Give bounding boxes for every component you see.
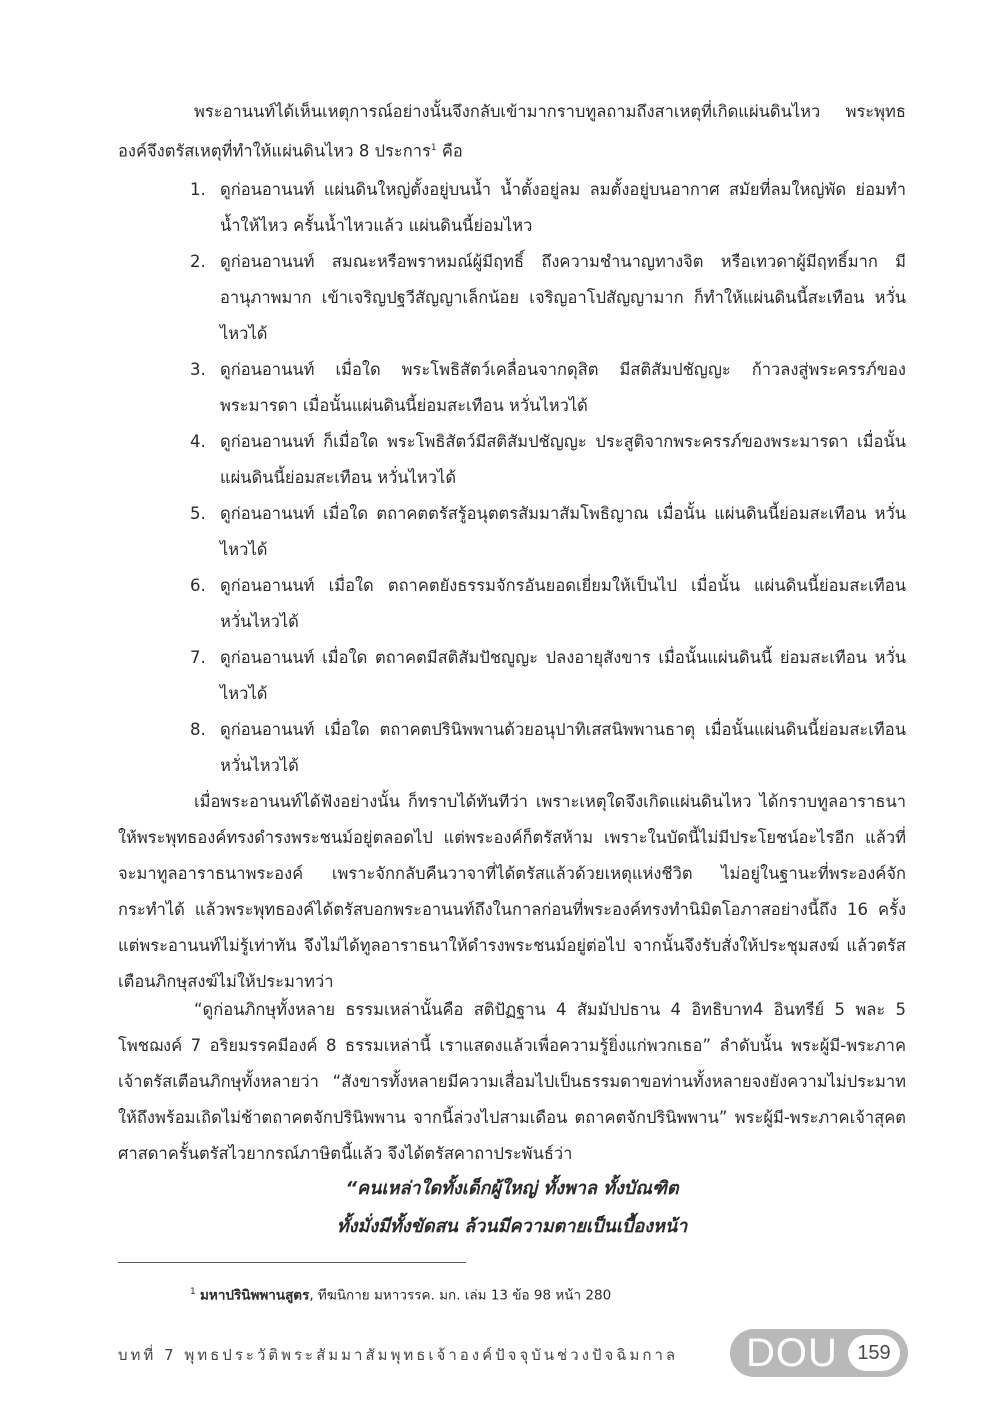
list-text: ดูก่อนอานนท์ เมื่อใด ตถาคตปรินิพพานด้วยอนุปาทิเสสนิพพานธาตุ เมื่อนั้นแผ่นดินนี้ย่อมสะเทือน หวั่นไหวได้ xyxy=(220,720,906,775)
list-text: ดูก่อนอานนท์ เมื่อใด ตถาคตยังธรรมจักรอันยอดเยี่ยมให้เป็นไป เมื่อนั้น แผ่นดินนี้ย่อมสะเทือน หวั่นไหวได้ xyxy=(220,576,906,631)
list-number: 3. xyxy=(190,360,206,379)
footnote xyxy=(190,1280,611,1308)
list-item xyxy=(190,352,906,424)
footnote-mark: 1 xyxy=(190,1287,196,1297)
list-text: ดูก่อนอานนท์ สมณะหรือพราหมณ์ผู้มีฤทธิ์ ถึงความชำนาญทางจิต หรือเทวดาผู้มีฤทธิ์มาก มีอานุภาพมาก เข้าเจริญปฐวีสัญญาเล็กน้อย เจริญอาโปสัญญามาก ก็ทำให้แผ่นดินนี้สะเทือน หวั่นไหวได้ xyxy=(220,252,906,343)
list-item xyxy=(190,712,906,784)
list-item xyxy=(190,244,906,352)
list-item xyxy=(190,568,906,640)
footnote-divider xyxy=(118,1262,466,1263)
list-number: 8. xyxy=(190,720,206,739)
list-text: ดูก่อนอานนท์ เมื่อใด ตถาคตตรัสรู้อนุตตรสัมมาสัมโพธิญาณ เมื่อนั้น แผ่นดินนี้ย่อมสะเทือน หวั่นไหวได้ xyxy=(220,504,906,559)
list-item xyxy=(190,172,906,244)
causes-list xyxy=(190,172,906,784)
footnote-citation: , ทีฆนิกาย มหาวรรค. มก. เล่ม 13 ข้อ 98 หน้า 280 xyxy=(309,1287,612,1304)
footnote-reference[interactable]: 1 xyxy=(430,143,437,153)
list-number: 7. xyxy=(190,648,206,667)
intro-tail: คือ xyxy=(436,141,463,161)
list-number: 4. xyxy=(190,432,206,451)
list-text: ดูก่อนอานนท์ ก็เมื่อใด พระโพธิสัตว์มีสติสัมปชัญญะ ประสูติจากพระครรภ์ของพระมารดา เมื่อนั้นแผ่นดินนี้ย่อมสะเทือน หวั่นไหวได้ xyxy=(220,432,906,487)
intro-text: พระอานนท์ได้เห็นเหตุการณ์อย่างนั้นจึงกลับเข้ามากราบทูลถามถึงสาเหตุที่เกิดแผ่นดินไหว พระพุทธองค์จึงตรัสเหตุที่ทำให้แผ่นดินไหว 8 ประการ xyxy=(118,102,906,161)
list-item xyxy=(190,496,906,568)
list-text: ดูก่อนอานนท์ เมื่อใด ตถาคตมีสติสัมปัชญูญะ ปลงอายุสังขาร เมื่อนั้นแผ่นดินนี้ ย่อมสะเทือน หวั่นไหวได้ xyxy=(220,648,906,703)
intro-paragraph xyxy=(118,94,906,170)
body-paragraph-3: “ดูก่อนภิกษุทั้งหลาย ธรรมเหล่านั้นคือ สติปัฏฐาน 4 สัมมัปปธาน 4 อิทธิบาท4 อินทรีย์ 5 พละ 5 โพชฌงค์ 7 อริยมรรคมีองค์ 8 ธรรมเหล่านี้ เราแสดงแล้วเพื่อความรู้ยิ่งแก่พวกเธอ” ลำดับนั้น พระผู้มี-พระภาคเจ้าตรัสเตือนภิกษุทั้งหลายว่า “สังขารทั้งหลายมีความเสื่อมไปเป็นธรรมดาขอท่านทั้งหลายจงยังความไม่ประมาทให้ถึงพร้อมเถิดไม่ช้าตถาคตจักปรินิพพาน จากนี้ล่วงไปสามเดือน ตถาคตจักปรินิพพาน” พระผู้มี-พระภาคเจ้าสุคตศาสดาครั้นตรัสไวยากรณ์ภาษิตนี้แล้ว จึงได้ตรัสคาถาประพันธ์ว่า xyxy=(118,1000,906,1163)
footnote-title: มหาปรินิพพานสูตร xyxy=(200,1287,310,1304)
list-number: 1. xyxy=(190,180,206,199)
list-item xyxy=(190,640,906,712)
verse-line-1: “คนเหล่าใดทั้งเด็กผู้ใหญ่ ทั้งพาล ทั้งบัณฑิต xyxy=(345,1178,679,1199)
page-number: 159 xyxy=(848,1335,900,1371)
body-paragraph-2: เมื่อพระอานนท์ได้ฟังอย่างนั้น ก็ทราบได้ทันทีว่า เพราะเหตุใดจึงเกิดแผ่นดินไหว ได้กราบทูลอาราธนาให้พระพุทธองค์ทรงดำรงพระชนม์อยู่ตลอดไป แต่พระองค์ก็ตรัสห้าม เพราะในบัดนี้ไม่มีประโยชน์อะไรอีก แล้วที่จะมาทูลอาราธนาพระองค์ เพราะจักกลับคืนวาจาที่ได้ตรัสแล้วด้วยเหตุแห่งชีวิต ไม่อยู่ในฐานะที่พระองค์จักกระทำได้ แล้วพระพุทธองค์ได้ตรัสบอกพระอานนท์ถึงในกาลก่อนที่พระองค์ทรงทำนิมิตโอภาสอย่างนี้ถึง 16 ครั้ง แต่พระอานนท์ไม่รู้เท่าทัน จึงไม่ได้ทูลอาราธนาให้ดำรงพระชนม์อยู่ต่อไป จากนั้นจึงรับสั่งให้ประชุมสงฆ์ แล้วตรัสเตือนภิกษุสงฆ์ไม่ให้ประมาทว่า xyxy=(118,792,906,991)
list-item xyxy=(190,424,906,496)
page-badge xyxy=(730,1329,908,1377)
chapter-footer: บทที่ 7 พุทธประวัติพระสัมมาสัมพุทธเจ้าองค์ปัจจุบันช่วงปัจฉิมกาล xyxy=(118,1346,679,1364)
list-text: ดูก่อนอานนท์ เมื่อใด พระโพธิสัตว์เคลื่อนจากดุสิต มีสติสัมปชัญญะ ก้าวลงสู่พระครรภ์ของพระมารดา เมื่อนั้นแผ่นดินนี้ย่อมสะเทือน หวั่นไหวได้ xyxy=(220,360,906,415)
list-number: 2. xyxy=(190,252,206,271)
list-number: 5. xyxy=(190,504,206,523)
dou-logo: DOU xyxy=(746,1331,838,1375)
verse-line-2: ทั้งมั่งมีทั้งขัดสน ล้วนมีความตายเป็นเบื้องหน้า xyxy=(336,1216,688,1237)
list-number: 6. xyxy=(190,576,206,595)
list-text: ดูก่อนอานนท์ แผ่นดินใหญ่ตั้งอยู่บนน้ำ น้ำตั้งอยู่ลม ลมตั้งอยู่บนอากาศ สมัยที่ลมใหญ่พัด ย่อมทำน้ำให้ไหว ครั้นน้ำไหวแล้ว แผ่นดินนี้ย่อมไหว xyxy=(220,180,906,235)
